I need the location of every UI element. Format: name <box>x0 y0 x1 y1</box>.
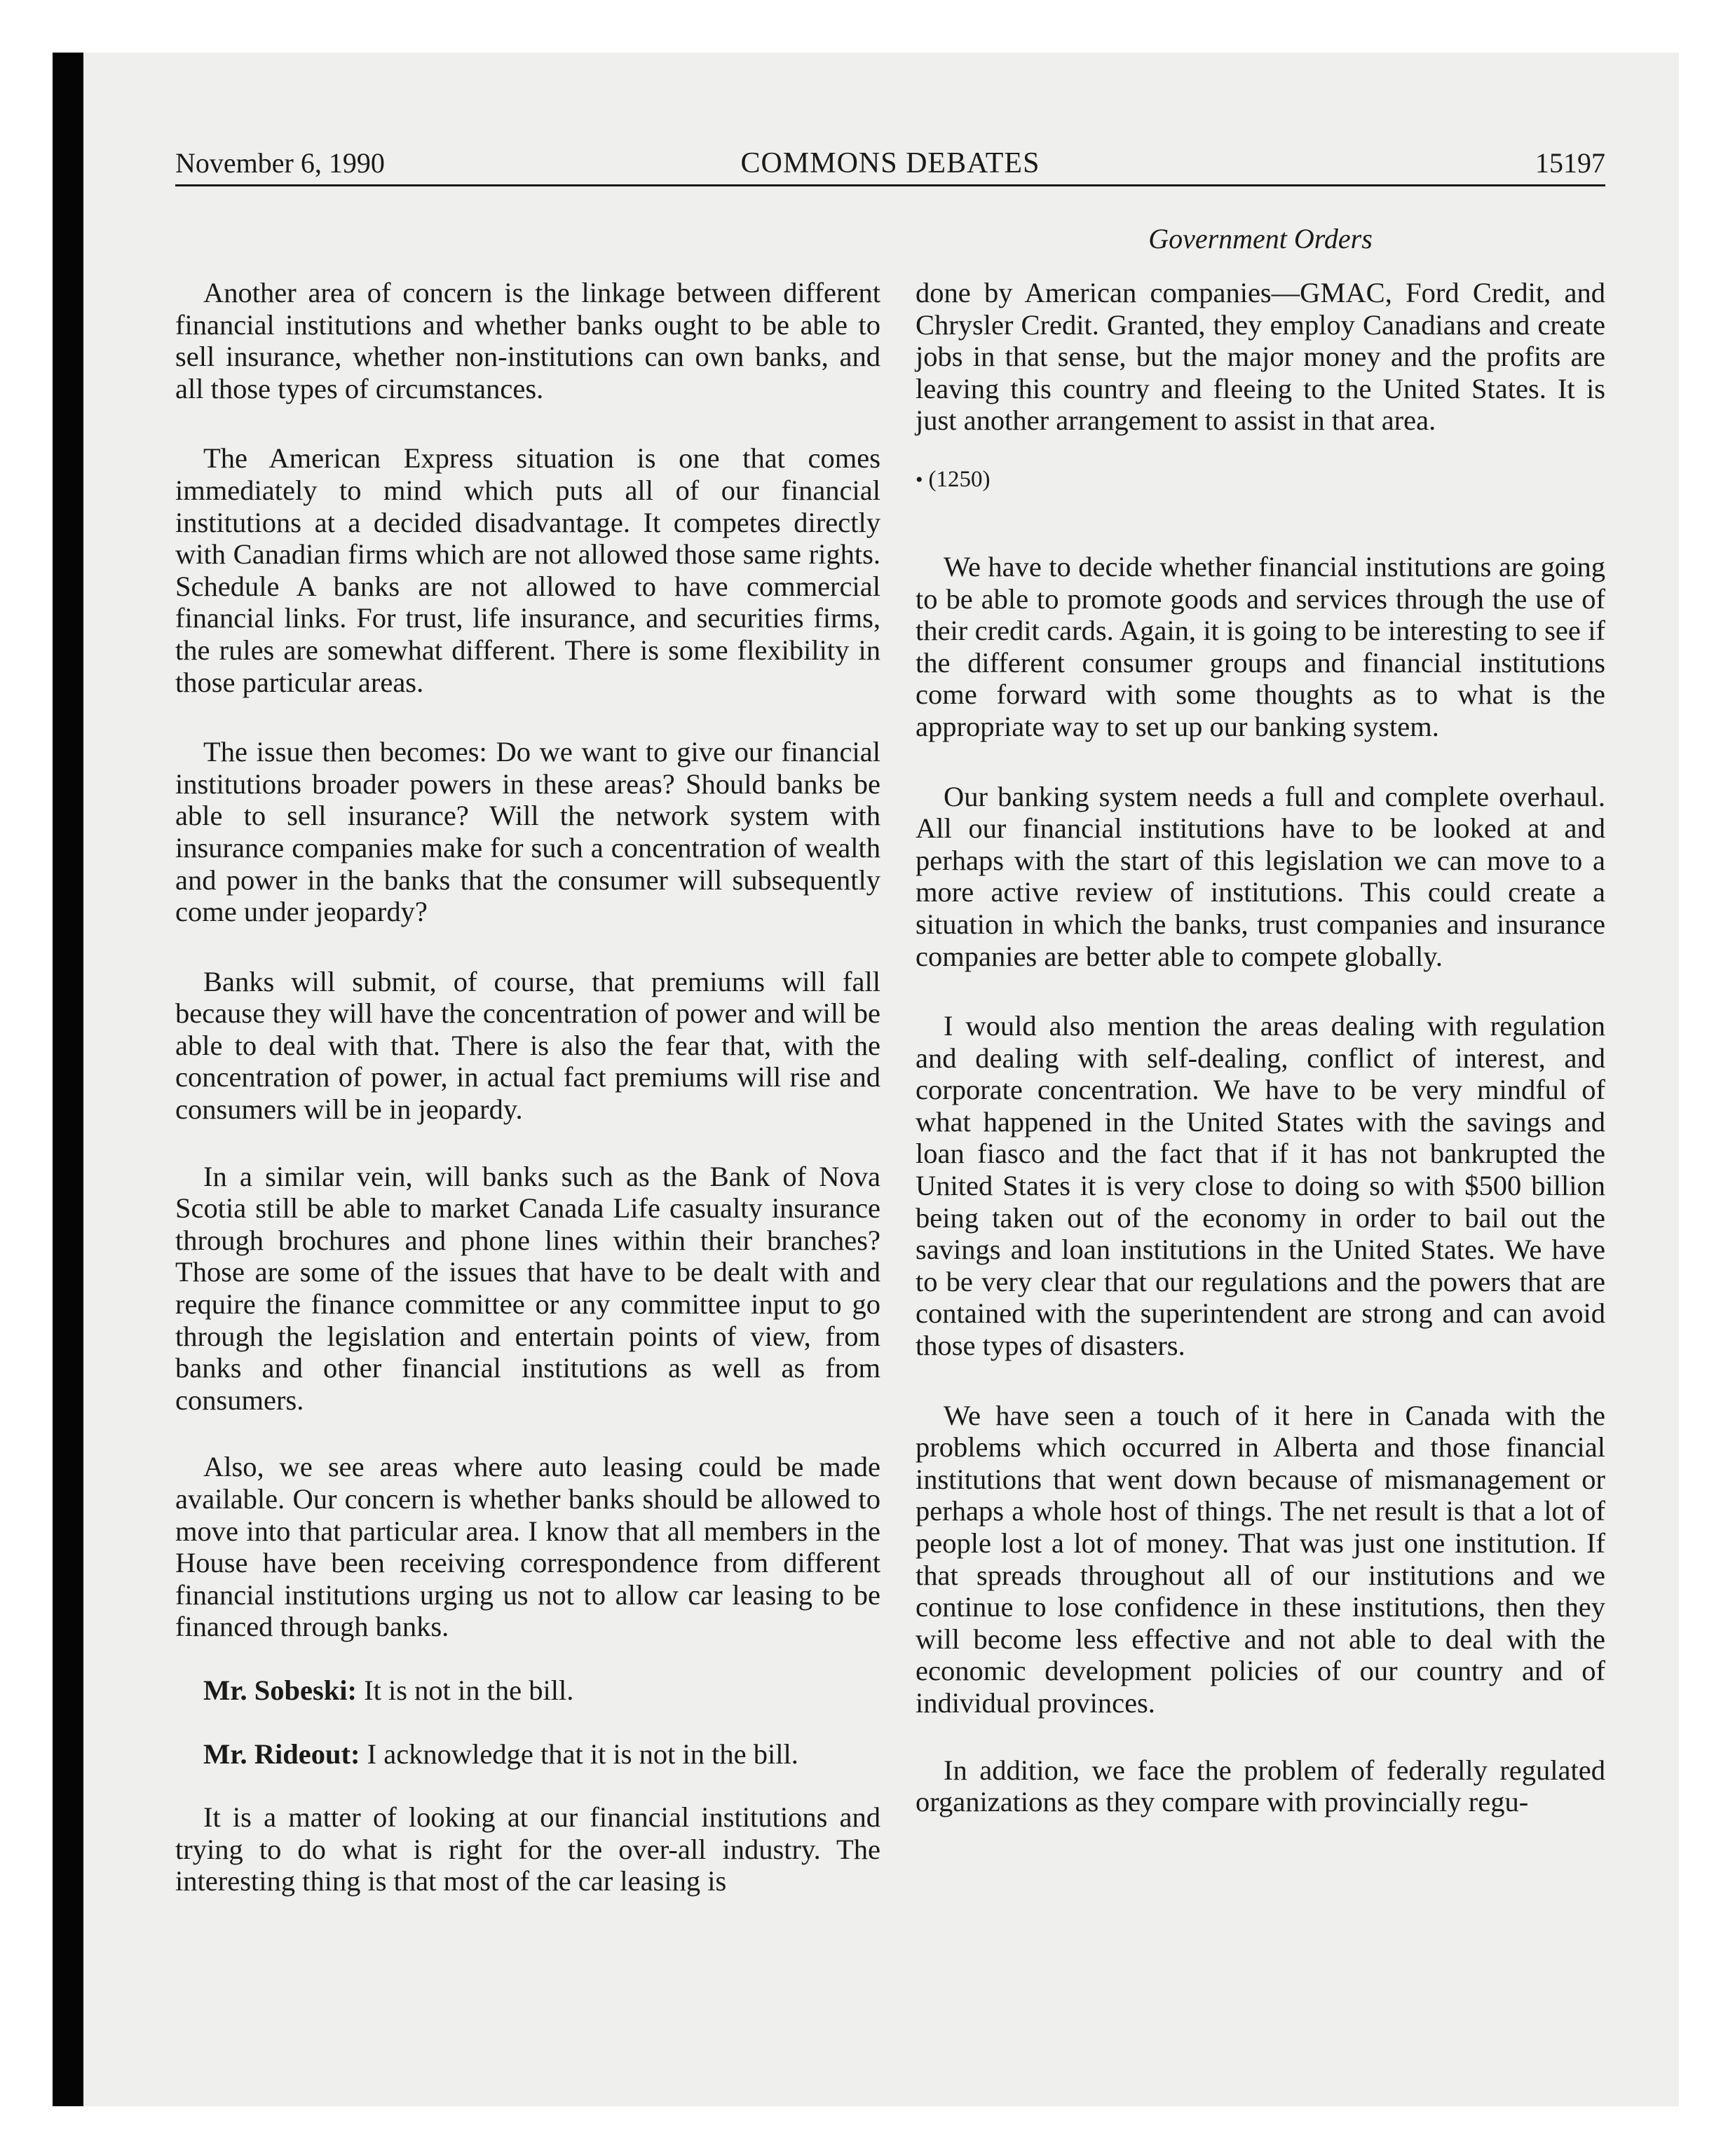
left-column <box>175 277 880 1897</box>
paragraph: Another area of concern is the linkage between different financial institutions and whether banks ought to be able to sell insurance, whether non-institutions can own banks, and all those types of circumstances. <box>175 277 880 404</box>
speaker-name: Mr. Sobeski: <box>203 1674 358 1706</box>
speaker-exchange <box>175 1738 880 1770</box>
header-date: November 6, 1990 <box>175 147 385 179</box>
paragraph: It is a matter of looking at our financial institutions and trying to do what is right for the over-all industry. The interesting thing is that most of the car leasing is <box>175 1801 880 1897</box>
running-header <box>175 144 1605 183</box>
speaker-remark: It is not in the bill. <box>357 1674 574 1706</box>
paragraph: I would also mention the areas dealing with regulation and dealing with self-dealing, conflict of interest, and corporate concentration. We have to be very mindful of what happened in the United States with the savings and loan fiasco and the fact that if it has not bankrupted the United States it is very close to doing so with $500 billion being taken out of the economy in order to bail out the savings and loan institutions in the United States. We have to be very clear that our regulations and the powers that are contained with the superintendent are strong and can avoid those types of disasters. <box>916 1010 1605 1362</box>
paragraph: The American Express situation is one that comes immediately to mind which puts all of our financial institutions at a decided disadvantage. It competes directly with Canadian firms which are not allowed those same rights. Schedule A banks are not allowed to have commercial financial links. For trust, life insurance, and securities firms, the rules are somewhat different. There is some flexibility in those particular areas. <box>175 442 880 698</box>
time-marker <box>916 463 1605 496</box>
paragraph: done by American companies—GMAC, Ford Credit, and Chrysler Credit. Granted, they employ Canadians and create jobs in that sense, but the major money and the profits are leaving this country and fleeing to the United States. It is just another arrangement to assist in that area. <box>916 277 1605 437</box>
speaker-name: Mr. Rideout: <box>203 1738 360 1770</box>
section-label: Government Orders <box>1148 223 1373 254</box>
header-page-number: 15197 <box>1535 147 1605 179</box>
time-stamp: (1250) <box>928 466 991 492</box>
header-publication: COMMONS DEBATES <box>740 147 1040 179</box>
paragraph: We have to decide whether financial institutions are going to be able to promote goods and services through the use of their credit cards. Again, it is going to be interesting to see if the different consumer groups and financial institutions come forward with some thoughts as to what is the appropriate way to set up our banking system. <box>916 550 1605 742</box>
binding-shadow <box>53 53 83 2106</box>
speaker-exchange <box>175 1674 880 1707</box>
paragraph: In a similar vein, will banks such as the Bank of Nova Scotia still be able to market Canada Life casualty insurance through brochures and phone lines within their branches? Those are some of the issues that have to be dealt with and require the finance committee or any committee input to go through the legislation and entertain points of view, from banks and other financial institutions as well as from consumers. <box>175 1160 880 1416</box>
header-rule <box>175 184 1605 186</box>
paragraph: Our banking system needs a full and complete overhaul. All our financial institutions have to be looked at and perhaps with the start of this legislation we can move to a more active review of institutions. This could create a situation in which the banks, trust companies and insurance companies are better able to compete globally. <box>916 780 1605 972</box>
speaker-remark: I acknowledge that it is not in the bill. <box>360 1738 798 1770</box>
right-column <box>916 277 1605 1818</box>
paragraph: In addition, we face the problem of federally regulated organizations as they compare with provincially regu- <box>916 1754 1605 1818</box>
bullet-icon: • <box>916 468 923 491</box>
paragraph: Banks will submit, of course, that premiums will fall because they will have the concentration of power and will be able to deal with that. There is also the fear that, with the concentration of power, in actual fact premiums will rise and consumers will be in jeopardy. <box>175 965 880 1126</box>
paragraph: The issue then becomes: Do we want to give our financial institutions broader powers in these areas? Should banks be able to sell insurance? Will the network system with insurance companies make for such a concentration of wealth and power in the banks that the consumer will subsequently come under jeopardy? <box>175 736 880 928</box>
paragraph: Also, we see areas where auto leasing could be made available. Our concern is whether banks should be allowed to move into that particular area. I know that all members in the House have been receiving correspondence from different financial institutions urging us not to allow car leasing to be financed through banks. <box>175 1451 880 1643</box>
paragraph: We have seen a touch of it here in Canada with the problems which occurred in Alberta and those financial institutions that went down because of mismanagement or perhaps a whole host of things. The net result is that a lot of people lost a lot of money. That was just one institution. If that spreads throughout all of our institutions and we continue to lose confidence in these institutions, then they will become less effective and not able to deal with the economic development policies of our country and of individual provinces. <box>916 1399 1605 1719</box>
